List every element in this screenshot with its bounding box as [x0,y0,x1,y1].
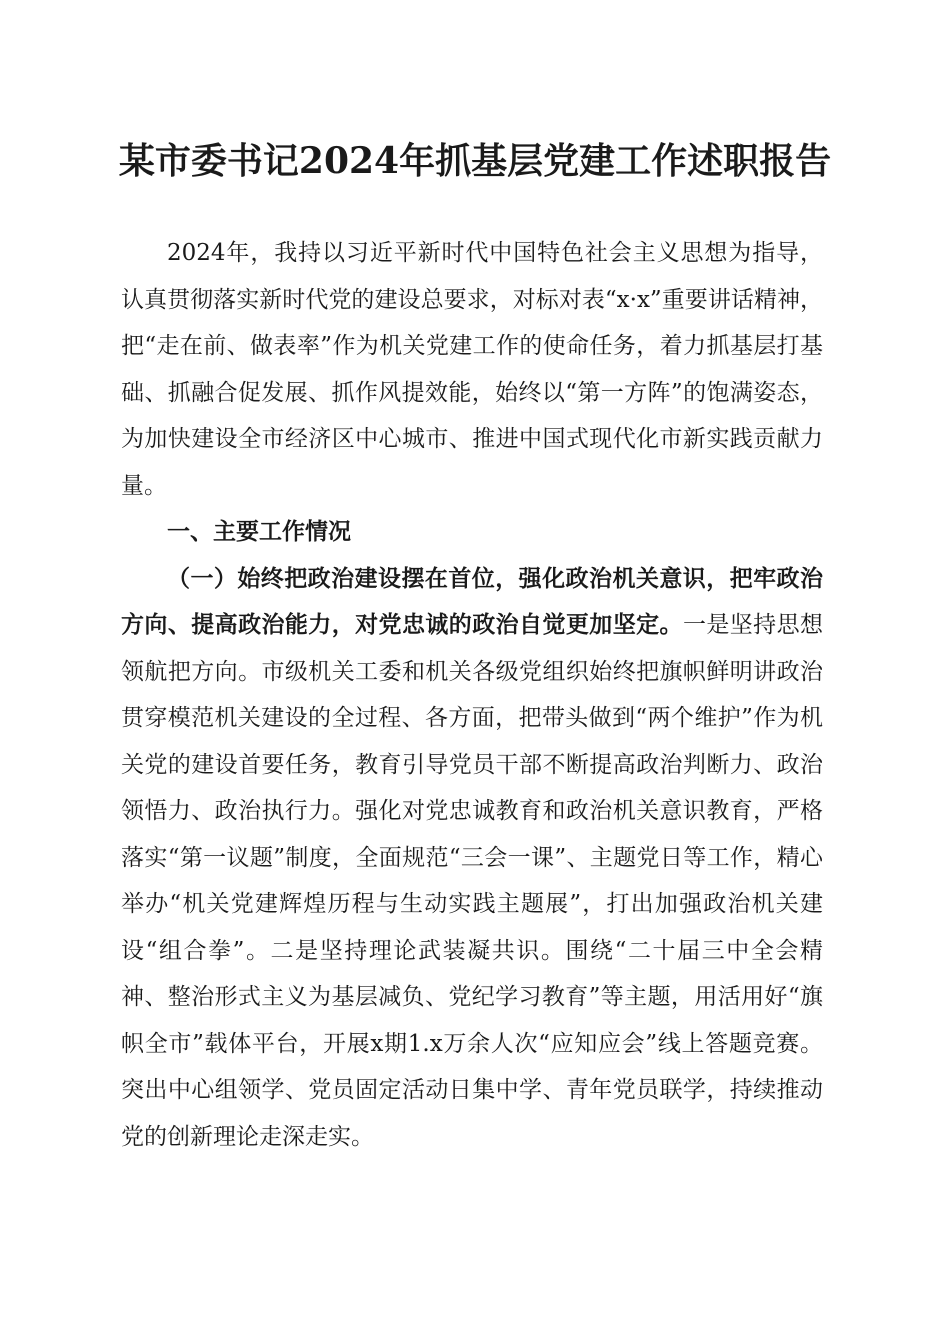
subsection-paragraph [121,556,823,1161]
subsection-lead: （一）始终把政治建设摆在首位，强化政治机关意识，把牢政治方向、提高政治能力，对党忠诚的政治自觉更加坚定。 [121,564,823,638]
section-heading: 一、主要工作情况 [167,519,351,545]
document-body [121,230,823,1160]
document-title: 某市委书记2024年抓基层党建工作述职报告 [118,140,832,182]
subsection-body: 一是坚持思想领航把方向。市级机关工委和机关各级党组织始终把旗帜鲜明讲政治贯穿模范机关建设的全过程、各方面，把带头做到“两个维护”作为机关党的建设首要任务，教育引导党员干部不断提高政治判断力、政治领悟力、政治执行力。强化对党忠诚教育和政治机关意识教育，严格落实“第一议题”制度，全面规范“三会一课”、主题党日等工作，精心举办“机关党建辉煌历程与生动实践主题展”，打出加强政治机关建设“组合拳”。二是坚持理论武装凝共识。围绕“二十届三中全会精神、整治形式主义为基层减负、党纪学习教育”等主题，用活用好“旗帜全市”载体平台，开展x期1.x万余人次“应知应会”线上答题竞赛。突出中心组领学、党员固定活动日集中学、青年党员联学，持续推动党的创新理论走深走实。 [121,612,824,1150]
intro-paragraph: 2024年，我持以习近平新时代中国特色社会主义思想为指导，认真贯彻落实新时代党的建设总要求，对标对表“x·x”重要讲话精神，把“走在前、做表率”作为机关党建工作的使命任务，着力抓基层打基础、抓融合促发展、抓作风提效能，始终以“第一方阵”的饱满姿态，为加快建设全市经济区中心城市、推进中国式现代化市新实践贡献力量。 [121,240,823,499]
